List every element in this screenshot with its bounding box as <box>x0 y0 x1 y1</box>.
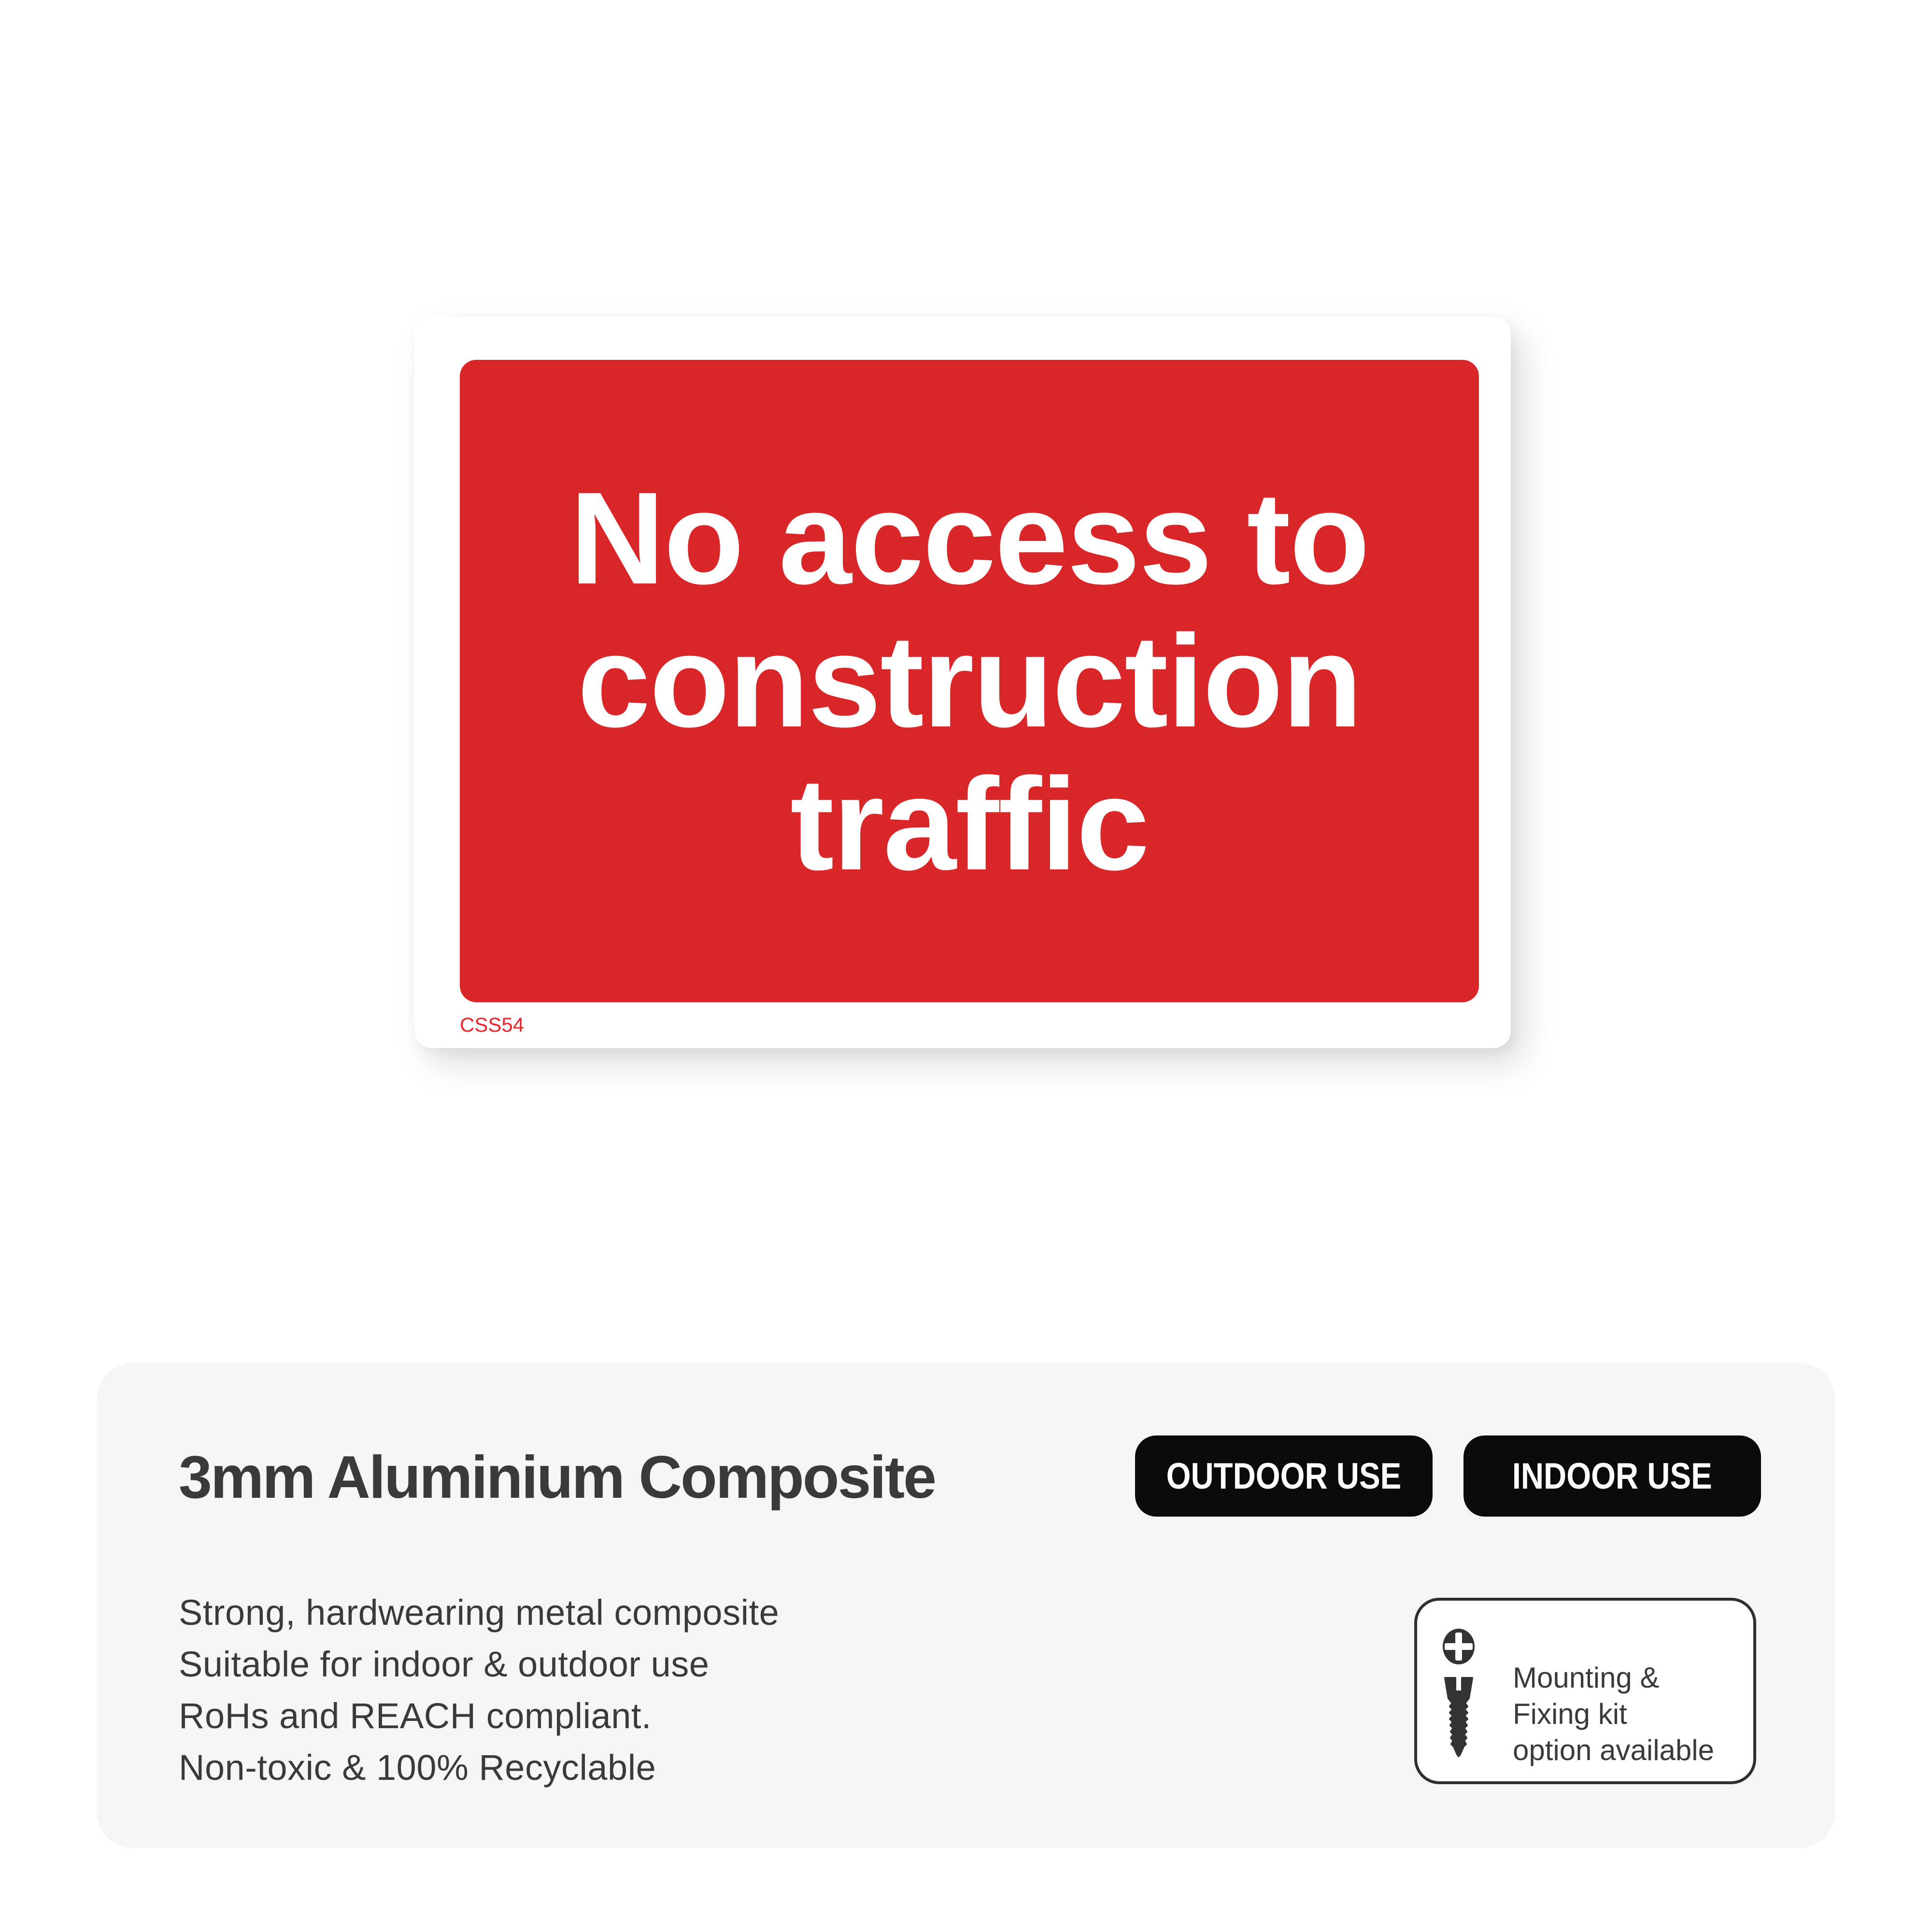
product-code: CSS54 <box>460 1013 525 1036</box>
outdoor-use-badge-label: OUTDOOR USE <box>1166 1455 1402 1497</box>
description-line-3: RoHs and REACH compliant. <box>179 1696 652 1736</box>
phillips-screw-head-icon <box>1441 1628 1476 1665</box>
product-description <box>179 1587 779 1793</box>
description-line-2: Suitable for indoor & outdoor use <box>179 1644 710 1684</box>
outdoor-use-badge <box>1135 1435 1433 1517</box>
sign-text-line-3: traffic <box>790 751 1149 897</box>
mounting-kit-box <box>1414 1598 1756 1784</box>
mounting-kit-line-3: option available <box>1513 1734 1714 1766</box>
mounting-kit-line-2: Fixing kit <box>1513 1698 1627 1730</box>
product-details-card <box>97 1363 1835 1848</box>
sign-red-panel <box>460 360 1479 1002</box>
screw-icon <box>1440 1674 1477 1759</box>
indoor-use-badge <box>1463 1435 1761 1517</box>
sign-card <box>414 316 1511 1048</box>
sign-text-line-2: construction <box>577 608 1362 754</box>
sign-text-line-1: No access to <box>569 465 1369 611</box>
mounting-kit-text <box>1513 1660 1714 1768</box>
description-line-4: Non-toxic & 100% Recyclable <box>179 1747 656 1788</box>
material-heading: 3mm Aluminium Composite <box>179 1444 936 1511</box>
mounting-kit-line-1: Mounting & <box>1513 1662 1660 1694</box>
indoor-use-badge-label: INDOOR USE <box>1512 1455 1712 1497</box>
description-line-1: Strong, hardwearing metal composite <box>179 1592 780 1633</box>
